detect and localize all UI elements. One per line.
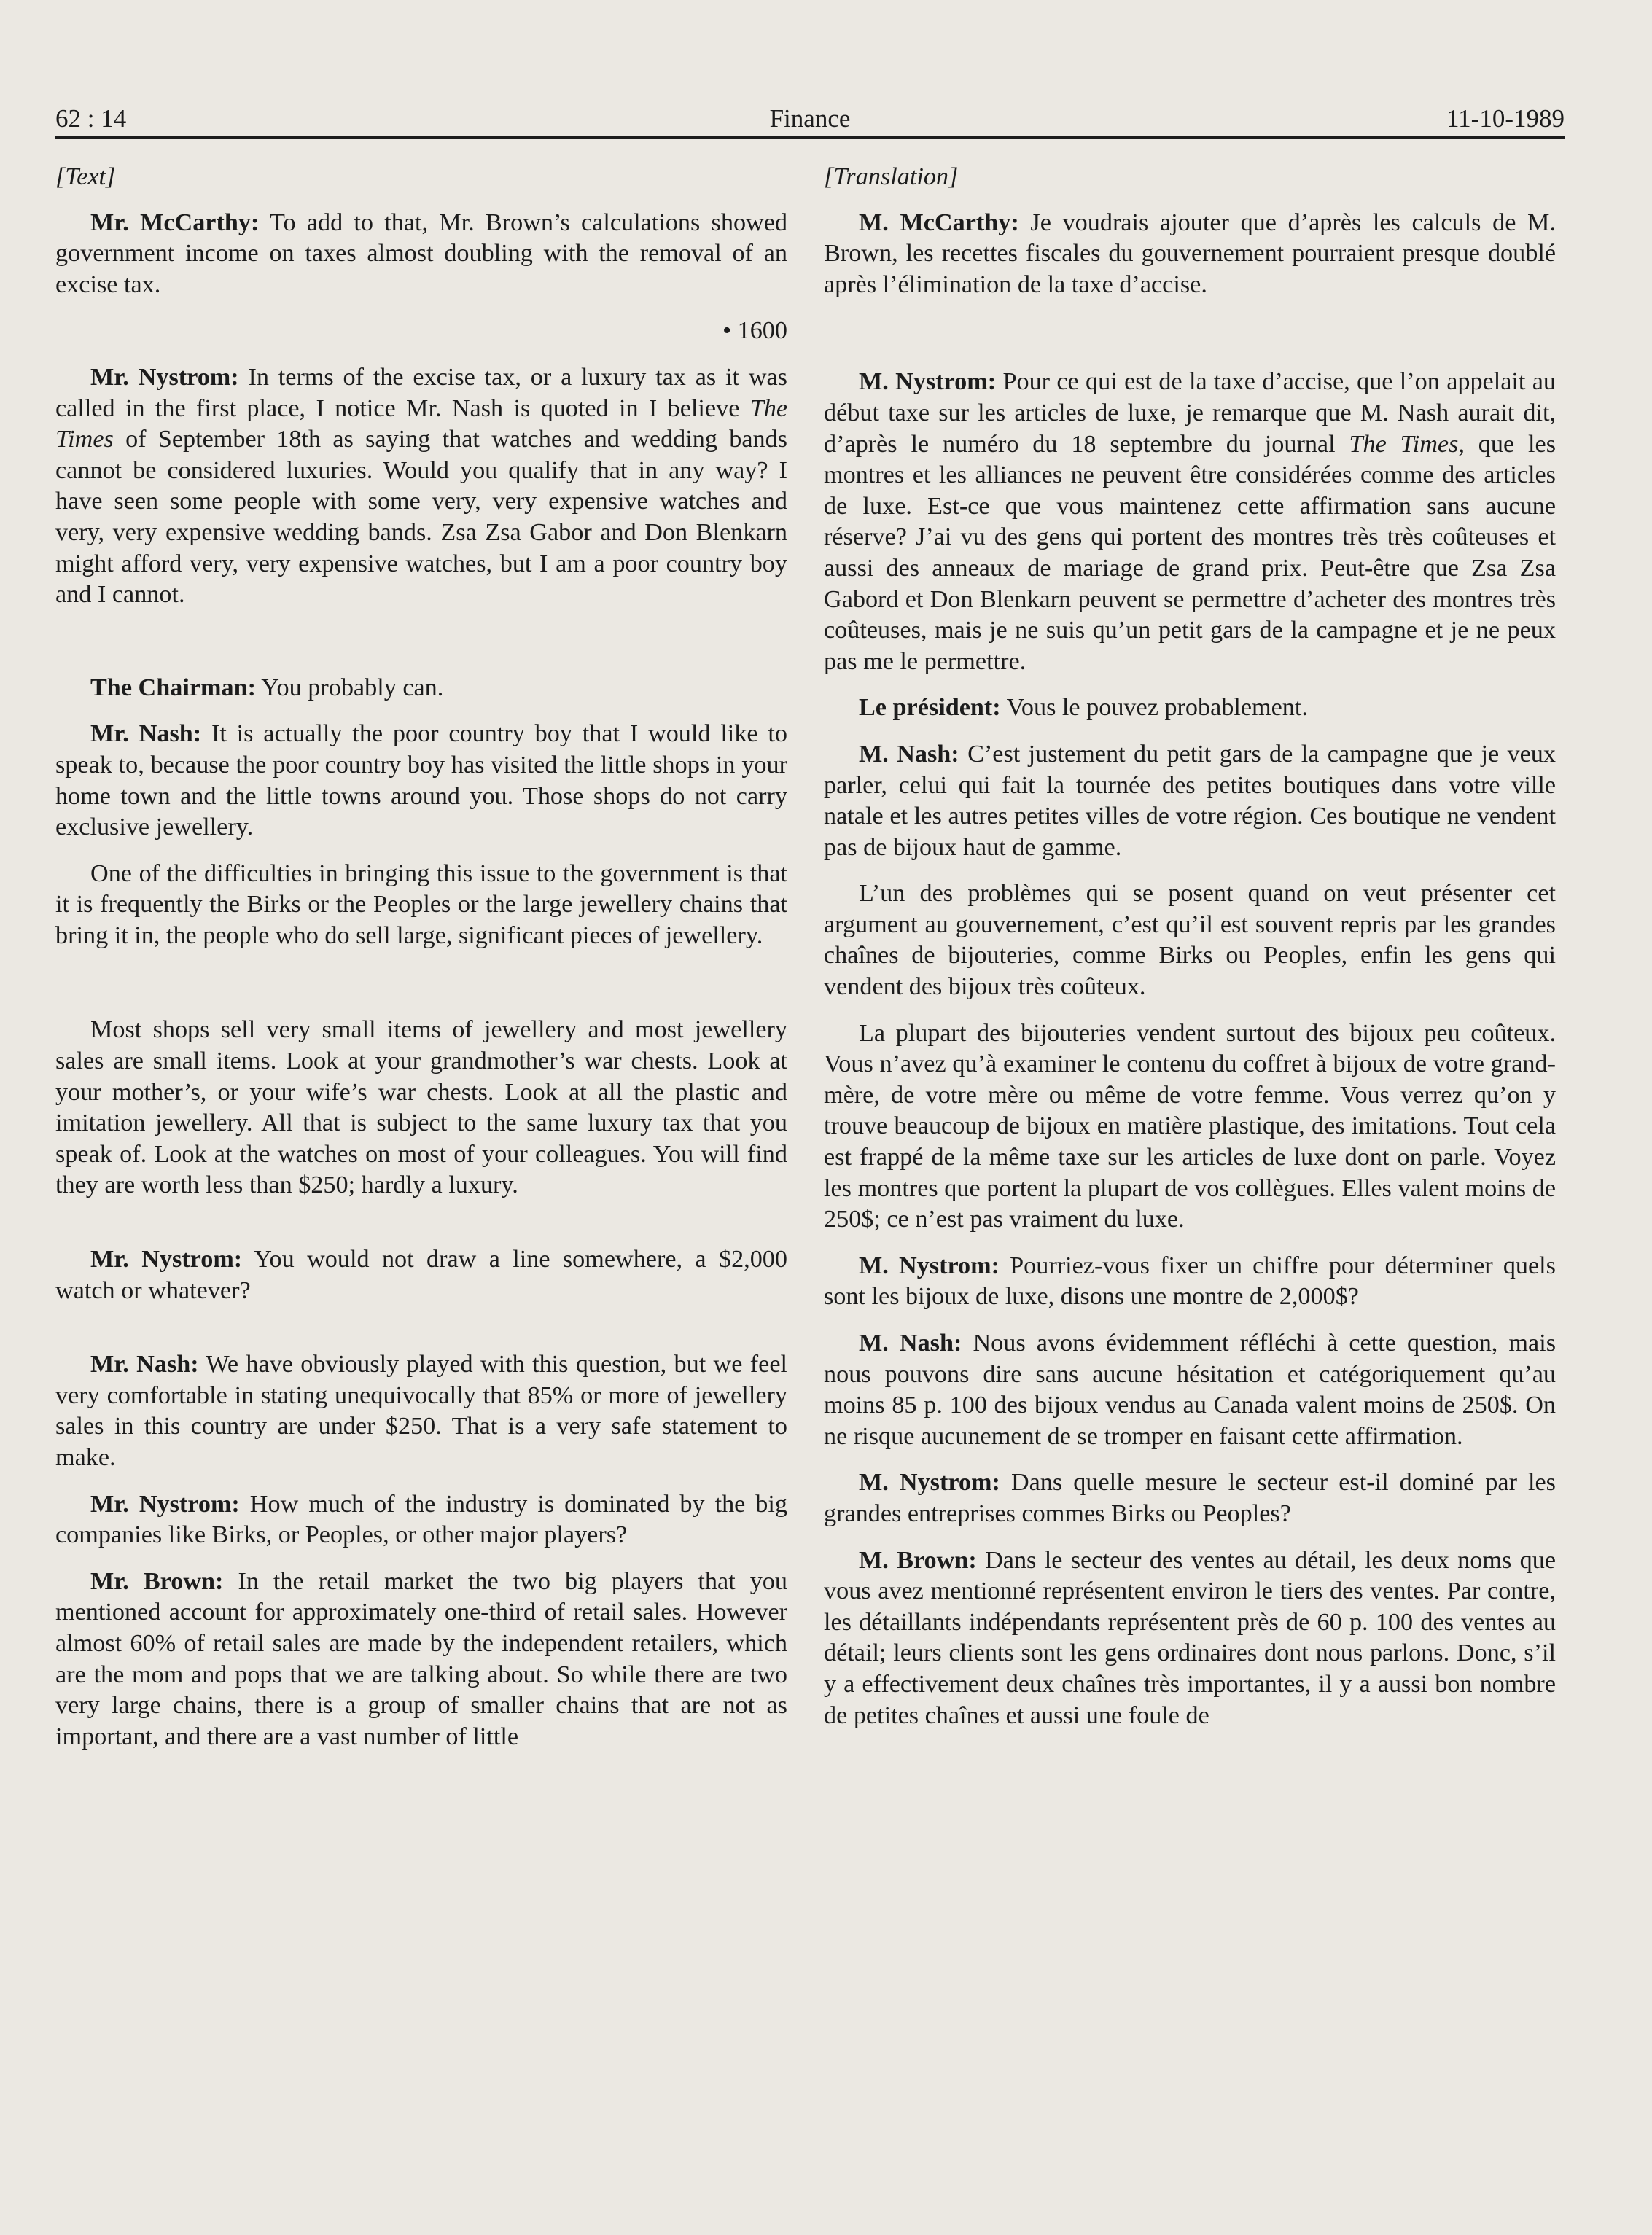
paragraph [55, 1349, 787, 1473]
speaker-name: Mr. Brown: [90, 1567, 224, 1595]
speech-text: We have obviously played with this question, but we feel very comfortable in stating unequivocally that 85% or more of jewellery sales in this country are under $250. That is a very safe statement to make. [55, 1351, 787, 1471]
speaker-name: Mr. Nystrom: [90, 363, 239, 391]
spacer [55, 626, 787, 673]
speech-text: It is actually the poor country boy that I would like to speak to, because the poor country boy has visited the little shops in your home town and the little towns around you. Those shops do not carry exclusive jewellery. [55, 720, 787, 841]
column-label: [Translation] [824, 163, 959, 190]
paragraph [824, 693, 1556, 724]
speaker-name: The Chairman: [90, 674, 256, 701]
paragraph: One of the difficulties in bringing this issue to the government is that it is frequently the Birks or the Peoples or the large jewellery chains that bring it in, the people who do sell large, significant pieces of jewellery. [55, 859, 787, 949]
speech-text: You probably can. [255, 674, 444, 701]
speaker-name: M. Nystrom: [859, 1469, 1000, 1497]
paragraph [824, 1251, 1556, 1313]
section-title: Finance [769, 104, 851, 133]
speech-text: Nous avons évidemment réfléchi à cette question, mais nous pouvons dire sans aucune hésitation et catégoriquement qu’au moins 85 p. 100 des bijoux vendus au Canada valent moins de 250$. On ne risque aucunement de se tromper en faisant cette affirmation. [824, 1330, 1556, 1450]
paragraph [824, 1545, 1556, 1732]
speech-text: Pourriez-vous fixer un chiffre pour déterminer quels sont les bijoux de luxe, disons une montre de 2,000$? [824, 1252, 1556, 1311]
header-rule [55, 136, 1565, 139]
paragraph: La plupart des bijouteries vendent surtout des bijoux peu coûteux. Vous n’avez qu’à examiner le contenu du coffret à bijoux de votre grand-mère, de votre mère ou même de votre femme. Vous verrez qu’on y trouve beaucoup de bijoux en matière plastique, des imitations. Tout cela est frappé de la même taxe sur les articles de luxe dont on parle. Voyez les montres que portent la plupart de vos collègues. Elles valent moins de 250$; ce n’est pas vraiment du luxe. [824, 1019, 1556, 1233]
speech-text: of September 18th as saying that watches and wedding bands cannot be considered luxuries. Would you qualify that in any way? I have seen some people with some very, very expensive watches and very, very expensive wedding bands. Zsa Zsa Gabor and Don Blenkarn might afford very, very expensive watches, but I am a poor country boy and I cannot. [55, 426, 787, 609]
speaker-name: M. Nystrom: [859, 1252, 1000, 1279]
paragraph [55, 362, 787, 611]
paragraph [55, 1489, 787, 1551]
speaker-name: M. Nash: [859, 740, 959, 768]
spacer [55, 967, 787, 1015]
speech-text: , que les montres et les alliances ne peuvent être considérées comme des articles de luxe. Est-ce que vous maintenez cette affirmation sans aucune réserve? J’ai vu des gens qui portent des montres très très coûteuses et aussi des anneaux de mariage de grand prix. Peut-être que Zsa Zsa Gabord et Don Blenkarn peuvent se permettre d’acheter des montres très coûteuses, mais je ne suis qu’un petit gars de la campagne et je ne peux pas me le permettre. [824, 430, 1556, 675]
paragraph [55, 673, 787, 704]
speaker-name: Mr. Nystrom: [90, 1246, 243, 1273]
page-header [55, 99, 1565, 139]
speech-text: Dans quelle mesure le secteur est-il dominé par les grandes entreprises commes Birks ou Peoples? [824, 1469, 1556, 1527]
speaker-name: Mr. McCarthy: [90, 208, 260, 236]
column-label: [Text] [55, 163, 116, 190]
speech-text: Dans le secteur des ventes au détail, les deux noms que vous avez mentionné représentent environ le tiers des ventes. Par contre, les détaillants indépendants représentent près de 60 p. 100 des ventes au détail; leurs clients sont les gens ordinaires dont nous parlons. Donc, s’il y a effectivement deux chaînes très importantes, il y a aussi bon nombre de petites chaînes et aussi une foule de [824, 1546, 1556, 1729]
speaker-name: Mr. Nystrom: [90, 1490, 240, 1518]
speech-text: To add to that, Mr. Brown’s calculations showed government income on taxes almost doubling with the removal of an excise tax. [55, 208, 787, 298]
speech-text: How much of the industry is dominated by the big companies like Birks, or Peoples, or other major players? [55, 1490, 787, 1549]
speaker-name: M. Brown: [859, 1546, 977, 1574]
paragraph [55, 1567, 787, 1753]
speech-text: In terms of the excise tax, or a luxury tax as it was called in the first place, I notice Mr. Nash is quoted in I believe [55, 363, 787, 422]
spacer [824, 316, 1556, 367]
paragraph [824, 367, 1556, 677]
paragraph: L’un des problèmes qui se posent quand on veut présenter cet argument au gouvernement, c’est qu’il est souvent repris par les grandes chaînes de bijouteries, comme Birks ou Peoples, enfin les gens qui vendent des bijoux très coûteux. [824, 880, 1556, 1001]
paragraph [824, 1467, 1556, 1529]
speech-text: Vous le pouvez probablement. [1000, 694, 1308, 722]
paragraph [824, 1328, 1556, 1452]
page-number: 62 : 14 [55, 104, 127, 133]
speaker-name: Le président: [859, 694, 1001, 722]
paragraph [55, 1244, 787, 1306]
speech-text: Je voudrais ajouter que d’après les calculs de M. Brown, les recettes fiscales du gouvernement pourraient presque doublé après l’élimination de la taxe d’accise. [824, 208, 1556, 298]
paragraph [824, 739, 1556, 863]
speech-text: C’est justement du petit gars de la campagne que je veux parler, celui qui fait la tournée des petites boutiques dans votre ville natale et les autres petites villes de votre région. Ces boutique ne vendent pas de bijoux haut de gamme. [824, 740, 1556, 861]
paragraph [824, 208, 1556, 301]
publication-title: The Times [55, 394, 787, 453]
publication-title: The Times [1349, 430, 1459, 458]
french-column [824, 162, 1556, 1747]
speech-text: In the retail market the two big players that you mentioned account for approximately one-third of retail sales. However almost 60% of retail sales are made by the independent retailers, which are the mom and pops that we are talking about. So while there are two very large chains, there is a group of smaller chains that are not as important, and there are a vast number of little [55, 1567, 787, 1750]
speaker-name: M. Nash: [859, 1330, 962, 1357]
paragraph [55, 208, 787, 301]
english-column [55, 162, 787, 1768]
speaker-name: M. Nystrom: [859, 368, 997, 396]
speech-text: Pour ce qui est de la taxe d’accise, que l’on appelait au début taxe sur les articles de luxe, je remarque que M. Nash aurait dit, d’après le numéro du 18 septembre du journal [824, 368, 1556, 458]
speaker-name: Mr. Nash: [90, 720, 202, 748]
spacer [55, 1322, 787, 1349]
paragraph [55, 719, 787, 843]
speaker-name: M. McCarthy: [859, 208, 1019, 236]
speech-text: You would not draw a line somewhere, a $2,000 watch or whatever? [55, 1246, 787, 1304]
header-date: 11-10-1989 [1446, 104, 1565, 133]
speaker-name: Mr. Nash: [90, 1351, 199, 1378]
time-marker: • 1600 [722, 317, 787, 345]
spacer [55, 1217, 787, 1244]
paragraph: Most shops sell very small items of jewellery and most jewellery sales are small items. Look at your grandmother’s war chests. Look at your mother’s, or your wife’s war chests. Look at all the plastic and imitation jewellery. All that is subject to the same luxury tax that you speak of. Look at the watches on most of your colleagues. You will find they are worth less than $250; hardly a luxury. [55, 1016, 787, 1199]
